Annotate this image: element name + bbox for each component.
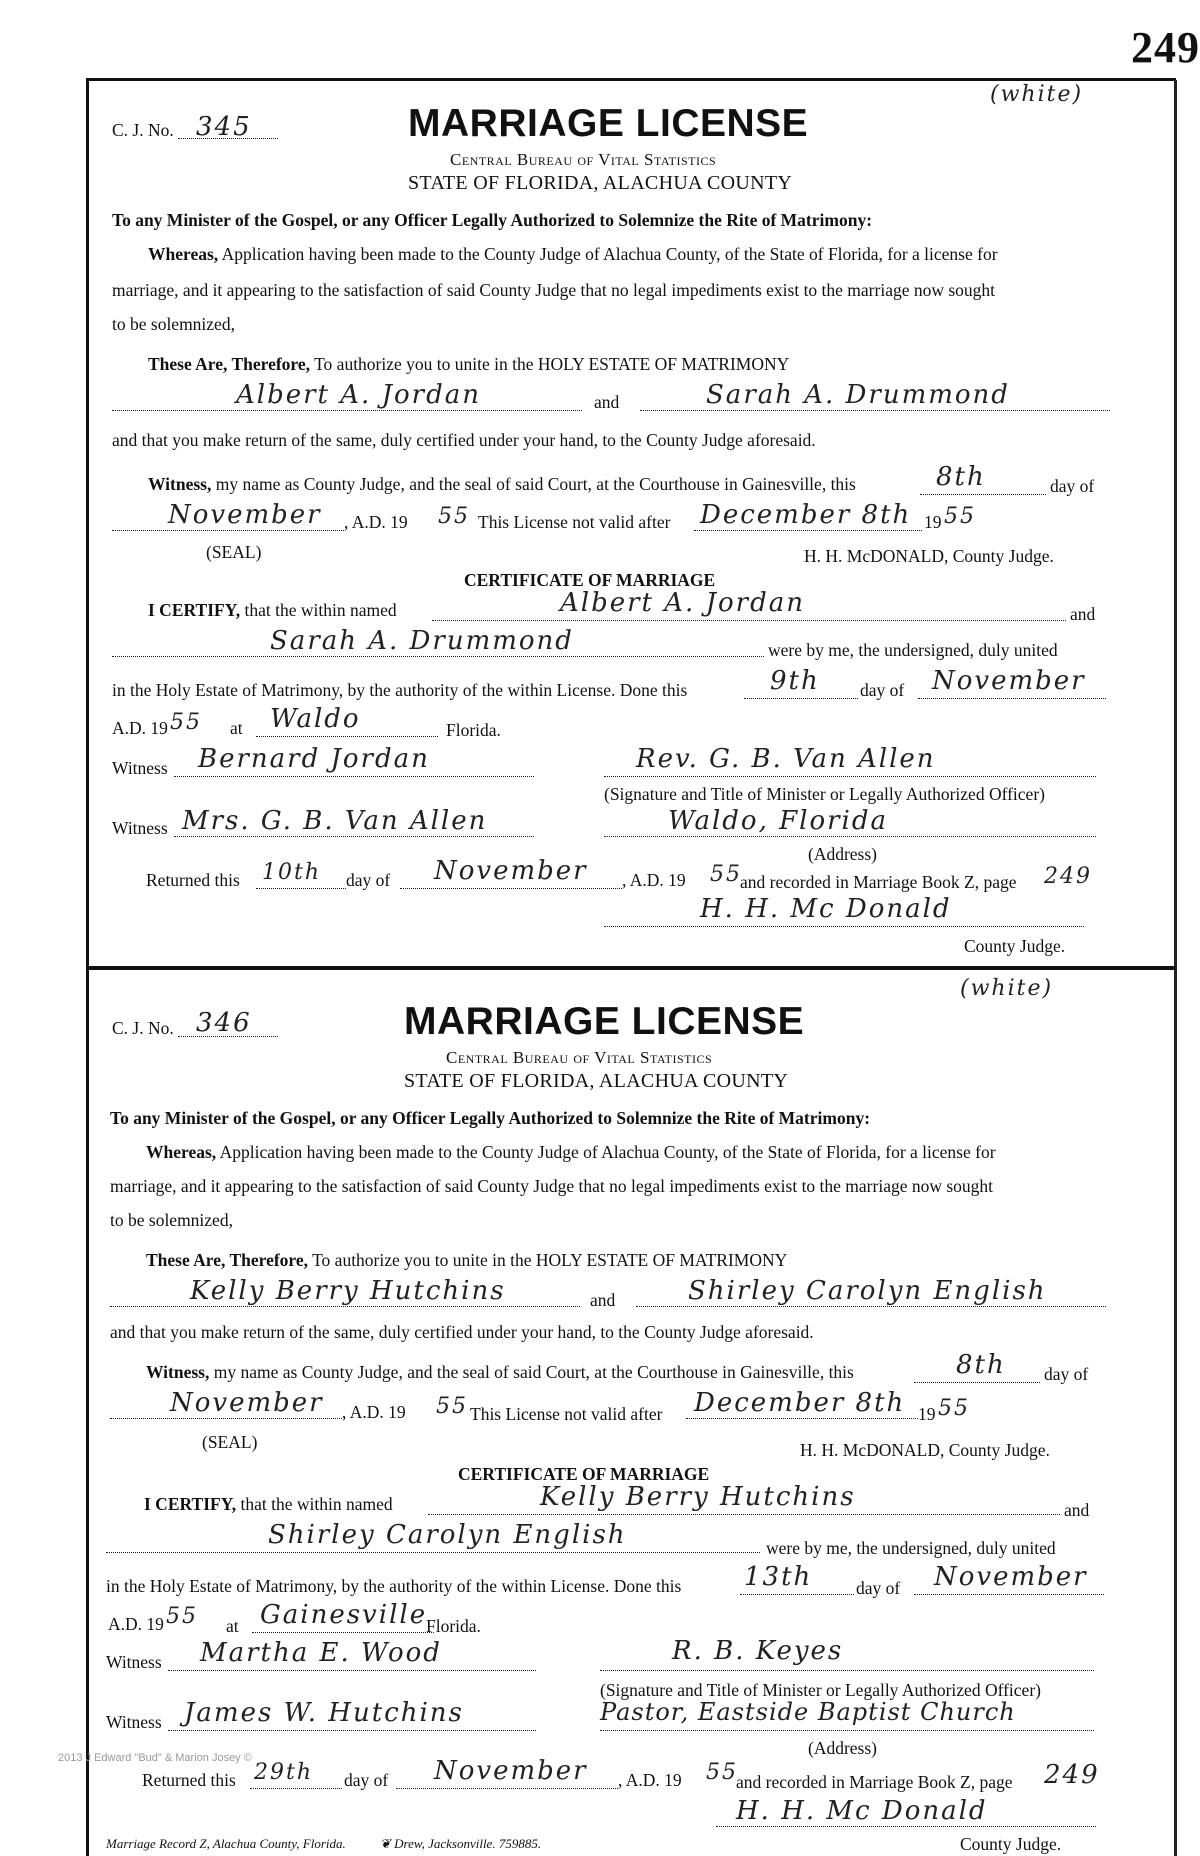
cert-bride: Sarah A. Drummond — [270, 626, 574, 656]
footer-record-label: Marriage Record Z, Alachua County, Florida. — [106, 1836, 346, 1851]
nineteen-label: 19 — [918, 1404, 936, 1424]
expires-date: December 8th — [694, 1388, 906, 1418]
returned-year: 55 — [710, 862, 742, 887]
nineteen-label: 19 — [924, 512, 942, 532]
done-day: 13th — [744, 1562, 813, 1592]
not-valid-label: This License not valid after — [470, 1404, 663, 1424]
witness1: Bernard Jordan — [198, 744, 430, 774]
certify-text: I CERTIFY, that the within named — [144, 1494, 393, 1514]
holy-estate-text: in the Holy Estate of Matrimony, by the authority of the within License. Done this — [106, 1576, 682, 1596]
returned-label: Returned this — [142, 1770, 236, 1790]
returned-day: 10th — [262, 860, 322, 885]
groom-name: Kelly Berry Hutchins — [190, 1276, 506, 1306]
address-label: (Address) — [808, 844, 878, 864]
judge-label: H. H. McDONALD, County Judge. — [804, 546, 1054, 566]
returned-month: November — [434, 856, 588, 886]
day-of-label-3: day of — [346, 870, 391, 890]
return-text: and that you make return of the same, duly certified under your hand, to the County Judge aforesaid. — [110, 1322, 814, 1342]
ad-label-3: , A.D. 19 — [618, 1770, 682, 1790]
witness1-label: Witness — [112, 758, 168, 778]
cert-bride: Shirley Carolyn English — [268, 1520, 627, 1550]
frame-top-border — [86, 78, 1176, 81]
cj-number: 346 — [196, 1008, 252, 1038]
day-of-label: day of — [1050, 476, 1095, 496]
witness2-label: Witness — [106, 1712, 162, 1732]
and-label: and — [590, 1290, 616, 1310]
judge-label: H. H. McDONALD, County Judge. — [800, 1440, 1050, 1460]
certificate-title: CERTIFICATE OF MARRIAGE — [458, 1464, 710, 1484]
at-label: at — [230, 718, 243, 738]
state-county: STATE OF FLORIDA, ALACHUA COUNTY — [404, 1070, 789, 1092]
record-page: 249 — [1044, 864, 1092, 889]
officiant-signature: Rev. G. B. Van Allen — [636, 744, 936, 774]
ad-label-2: A.D. 19 — [108, 1614, 164, 1634]
record-page: 249 — [1044, 1760, 1100, 1790]
bureau-line: Central Bureau of Vital Statistics — [446, 1048, 713, 1067]
copyright-watermark: 2013 J Edward "Bud" & Marion Josey © — [58, 1752, 252, 1764]
cj-label: C. J. No. — [112, 120, 174, 140]
and-label: and — [594, 392, 620, 412]
address-to: To any Minister of the Gospel, or any Officer Legally Authorized to Solemnize the Rite of Matrimony: — [112, 210, 873, 230]
issue-day: 8th — [956, 1350, 1006, 1380]
and-label-2: and — [1070, 604, 1096, 624]
expires-year: 55 — [938, 1396, 970, 1421]
returned-day: 29th — [254, 1760, 314, 1785]
officiant-signature: R. B. Keyes — [672, 1636, 844, 1666]
done-year: 55 — [170, 710, 202, 735]
recorded-in-label: and recorded in Marriage Book Z, page — [736, 1772, 1013, 1792]
done-year: 55 — [166, 1604, 198, 1629]
cert-groom: Albert A. Jordan — [560, 588, 805, 618]
cj-label: C. J. No. — [112, 1018, 174, 1038]
certify-text: I CERTIFY, that the within named — [148, 600, 397, 620]
returned-year: 55 — [706, 1760, 738, 1785]
license-title: MARRIAGE LICENSE — [404, 1000, 805, 1043]
cert-groom: Kelly Berry Hutchins — [540, 1482, 856, 1512]
these-are: These Are, Therefore, To authorize you to unite in the HOLY ESTATE OF MATRIMONY — [146, 1250, 788, 1270]
groom-name: Albert A. Jordan — [236, 380, 481, 410]
address-label: (Address) — [808, 1738, 878, 1758]
witness1-label: Witness — [106, 1652, 162, 1672]
florida-label: Florida. — [446, 720, 501, 740]
state-county: STATE OF FLORIDA, ALACHUA COUNTY — [408, 172, 793, 194]
ad-label: , A.D. 19 — [344, 512, 408, 532]
returned-month: November — [434, 1756, 588, 1786]
day-of-label-3: day of — [344, 1770, 389, 1790]
return-text: and that you make return of the same, duly certified under your hand, to the County Judge aforesaid. — [112, 430, 816, 450]
page-number: 249 — [1131, 23, 1200, 72]
footer-printer: ❦ Drew, Jacksonville. 759885. — [380, 1836, 542, 1851]
ad-label-2: A.D. 19 — [112, 718, 168, 738]
florida-label: Florida. — [426, 1616, 481, 1636]
and-label-2: and — [1064, 1500, 1090, 1520]
were-by-me: were by me, the undersigned, duly united — [766, 1538, 1056, 1558]
whereas-line2: marriage, and it appearing to the satisfaction of said County Judge that no legal impediments exist to the marriage now sought — [110, 1176, 994, 1196]
whereas-line3: to be solemnized, — [112, 314, 235, 334]
seal-label: (SEAL) — [202, 1432, 258, 1452]
judge-signature: H. H. Mc Donald — [736, 1796, 988, 1826]
witness-text: Witness, my name as County Judge, and the seal of said Court, at the Courthouse in Gainesville, this — [146, 1362, 854, 1382]
marriage-place: Waldo — [270, 704, 361, 734]
bride-name: Sarah A. Drummond — [706, 380, 1010, 410]
witness1: Martha E. Wood — [200, 1638, 442, 1668]
done-day: 9th — [770, 666, 820, 696]
whereas-line1: Whereas, Application having been made to the County Judge of Alachua County, of the State of Florida, for a license for — [146, 1142, 996, 1162]
not-valid-label: This License not valid after — [478, 512, 671, 532]
day-of-label: day of — [1044, 1364, 1089, 1384]
judge-signature: H. H. Mc Donald — [700, 894, 952, 924]
whereas-line2: marriage, and it appearing to the satisfaction of said County Judge that no legal impediments exist to the marriage now sought — [112, 280, 996, 300]
county-judge-label: County Judge. — [960, 1834, 1062, 1854]
race-note: (white) — [960, 976, 1054, 1001]
issue-month: November — [168, 500, 322, 530]
officiant-address: Waldo, Florida — [668, 806, 889, 836]
were-by-me: were by me, the undersigned, duly united — [768, 640, 1058, 660]
bride-name: Shirley Carolyn English — [688, 1276, 1047, 1306]
address-to: To any Minister of the Gospel, or any Officer Legally Authorized to Solemnize the Rite of Matrimony: — [110, 1108, 871, 1128]
issue-year: 55 — [438, 504, 470, 529]
license-title: MARRIAGE LICENSE — [408, 102, 809, 145]
whereas-line1: Whereas, Application having been made to the County Judge of Alachua County, of the State of Florida, for a license for — [148, 244, 998, 264]
expires-year: 55 — [944, 504, 976, 529]
issue-month: November — [170, 1388, 324, 1418]
county-judge-label: County Judge. — [964, 936, 1066, 956]
recorded-in-label: and recorded in Marriage Book Z, page — [740, 872, 1017, 892]
ad-label: , A.D. 19 — [342, 1402, 406, 1422]
race-note: (white) — [990, 82, 1084, 107]
at-label: at — [226, 1616, 239, 1636]
witness-text: Witness, my name as County Judge, and the seal of said Court, at the Courthouse in Gainesville, this — [148, 474, 856, 494]
expires-date: December 8th — [700, 500, 912, 530]
done-month: November — [932, 666, 1086, 696]
cj-number: 345 — [196, 112, 252, 142]
day-of-label-2: day of — [860, 680, 905, 700]
sig-title-label: (Signature and Title of Minister or Legally Authorized Officer) — [604, 784, 1045, 804]
officiant-address: Pastor, Eastside Baptist Church — [600, 1698, 1016, 1726]
ad-label-3: , A.D. 19 — [622, 870, 686, 890]
these-are: These Are, Therefore, To authorize you to unite in the HOLY ESTATE OF MATRIMONY — [148, 354, 790, 374]
sig-title-label: (Signature and Title of Minister or Legally Authorized Officer) — [600, 1680, 1041, 1700]
issue-year: 55 — [436, 1394, 468, 1419]
record-divider — [86, 966, 1176, 970]
returned-label: Returned this — [146, 870, 240, 890]
marriage-place: Gainesville — [260, 1600, 428, 1630]
seal-label: (SEAL) — [206, 542, 262, 562]
witness2: James W. Hutchins — [184, 1698, 464, 1728]
day-of-label-2: day of — [856, 1578, 901, 1598]
whereas-line3: to be solemnized, — [110, 1210, 233, 1230]
holy-estate-text: in the Holy Estate of Matrimony, by the authority of the within License. Done this — [112, 680, 688, 700]
witness2: Mrs. G. B. Van Allen — [182, 806, 488, 836]
certificate-title: CERTIFICATE OF MARRIAGE — [464, 570, 716, 590]
done-month: November — [934, 1562, 1088, 1592]
witness2-label: Witness — [112, 818, 168, 838]
bureau-line: Central Bureau of Vital Statistics — [450, 150, 717, 169]
issue-day: 8th — [936, 462, 986, 492]
